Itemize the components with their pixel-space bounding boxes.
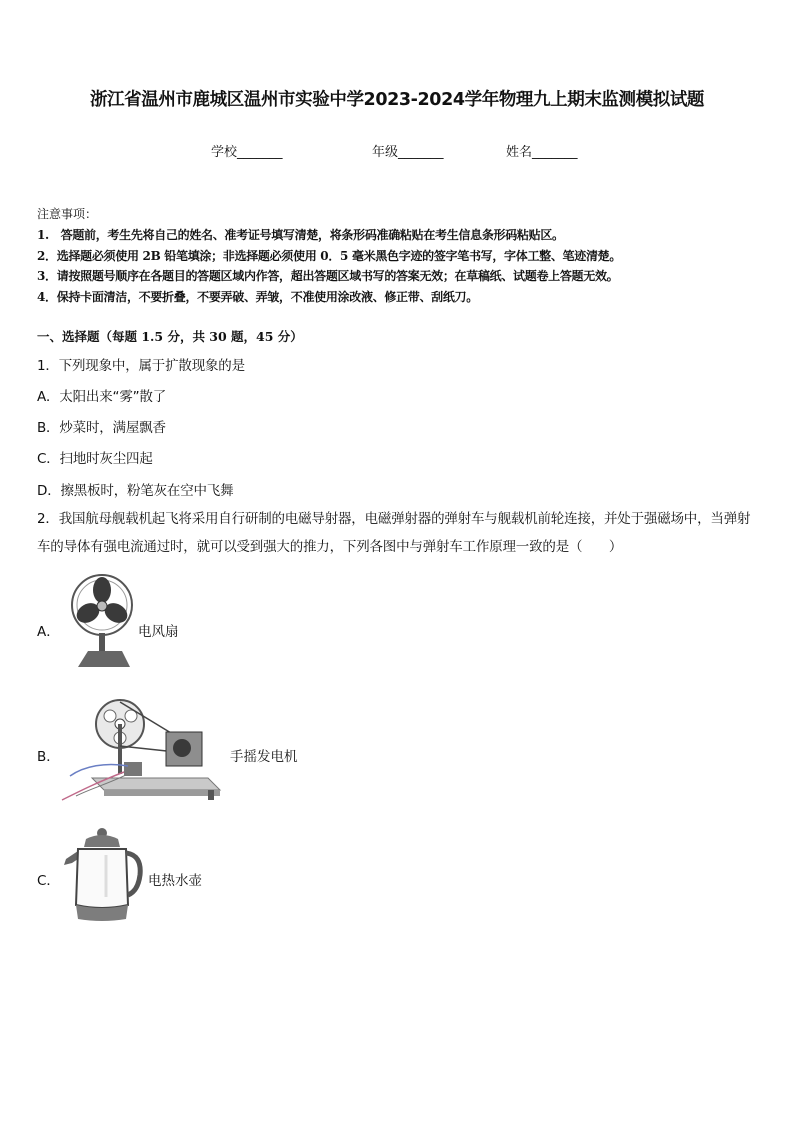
electric-kettle-icon <box>60 825 146 923</box>
name-field: 姓名_______ <box>506 145 578 160</box>
question-1-option-b: B．炒菜时，满屋飘香 <box>37 420 166 436</box>
hand-crank-generator-icon <box>58 696 228 808</box>
question-2-stem: 2．我国航母舰载机起飞将采用自行研制的电磁导射器，电磁弹射器的弹射车与舰载机前轮连接，并处于强磁场中，当弹射车的导体有强电流通过时，就可以受到强大的推力，下列各图中与弹射车工作原理一致的是（ ） <box>37 511 751 555</box>
question-1-option-a: A．太阳出来“雾”散了 <box>37 389 167 405</box>
question-2-option-a-letter: A． <box>37 624 60 640</box>
notice-item: 3．请按照题号顺序在各题目的答题区域内作答，超出答题区域书写的答案无效；在草稿纸、试题卷上答题无效。 <box>37 269 619 283</box>
notice-item: 2．选择题必须使用 2B 铅笔填涂；非选择题必须使用 0．5 毫米黑色字迹的签字笔书写，字体工整、笔迹清楚。 <box>37 249 622 263</box>
question-2-option-a-label: 电风扇 <box>138 624 179 640</box>
school-field: 学校_______ <box>211 145 283 160</box>
section-heading: 一、选择题（每题 1.5 分，共 30 题，45 分） <box>37 329 303 344</box>
question-1-option-d: D．擦黑板时，粉笔灰在空中飞舞 <box>37 483 234 499</box>
question-2-option-c-letter: C． <box>37 873 60 889</box>
question-1-option-c: C．扫地时灰尘四起 <box>37 451 153 467</box>
grade-field: 年级_______ <box>372 145 444 160</box>
student-info-row <box>0 141 794 161</box>
question-2-option-b-label: 手摇发电机 <box>230 749 298 765</box>
notice-item: 4．保持卡面清洁，不要折叠，不要弄破、弄皱，不准使用涂改液、修正带、刮纸刀。 <box>37 290 478 304</box>
page-title: 浙江省温州市鹿城区温州市实验中学2023-2024学年物理九上期末监测模拟试题 <box>89 90 705 110</box>
electric-fan-icon <box>64 573 136 669</box>
question-2-option-c-label: 电热水壶 <box>148 873 202 889</box>
notice-heading: 注意事项： <box>37 207 98 221</box>
notice-item: 1. 答题前，考生先将自己的姓名、准考证号填写清楚，将条形码准确粘贴在考生信息条形码粘贴区。 <box>37 228 564 242</box>
question-2-option-b-letter: B． <box>37 749 60 765</box>
question-1-stem: 1．下列现象中，属于扩散现象的是 <box>37 358 245 374</box>
